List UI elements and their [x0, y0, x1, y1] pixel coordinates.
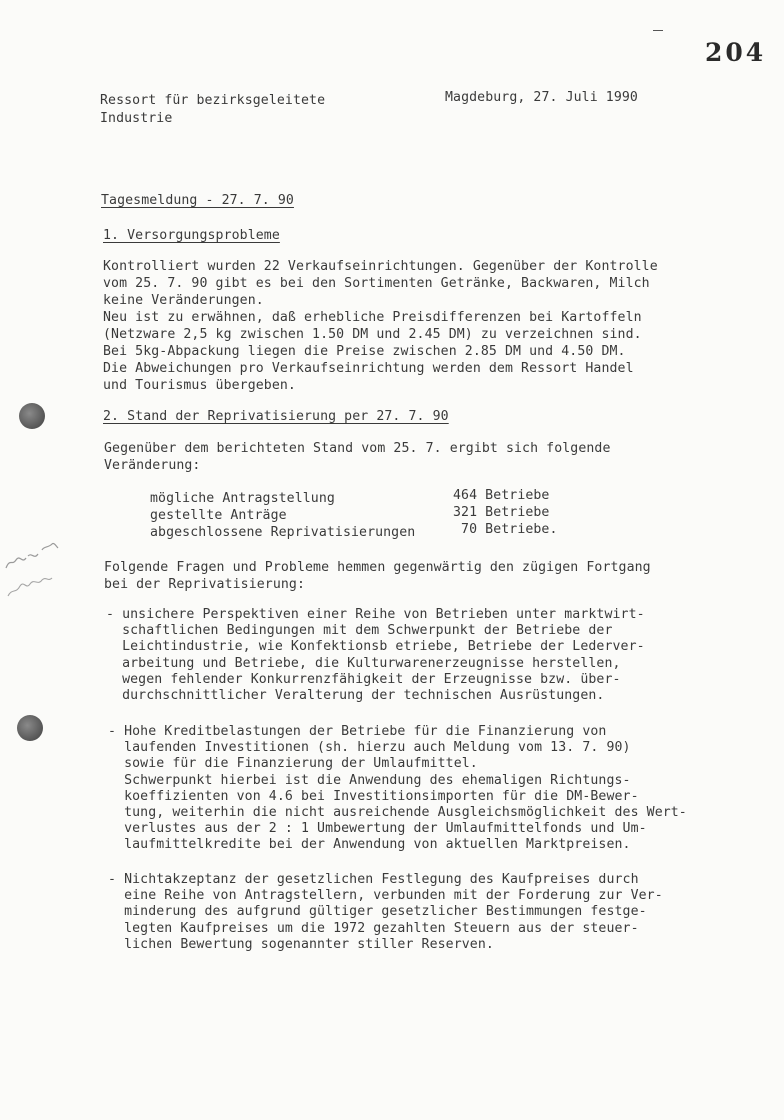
stat-label: gestellte Anträge [150, 508, 287, 523]
corner-mark [653, 30, 663, 31]
stat-value: 321 Betriebe [453, 505, 550, 520]
bullet-line: tung, weiterhin die nicht ausreichende Ausgleichsmöglichkeit des Wert- [108, 805, 687, 821]
bullet-line: durchschnittlicher Veralterung der technischen Ausrüstungen. [106, 688, 605, 704]
stat-label: abgeschlossene Reprivatisierungen [150, 525, 416, 540]
bullet-line: verlustes aus der 2 : 1 Umbewertung der Umlaufmittelfonds und Um- [108, 821, 647, 837]
section1-line: und Tourismus übergeben. [103, 378, 296, 393]
bullet-line: legten Kaufpreises um die 1972 gezahlten Steuern aus der steuer- [108, 920, 639, 936]
sender-line-1: Ressort für bezirksgeleitete [100, 93, 326, 108]
section1-line: (Netzware 2,5 kg zwischen 1.50 DM und 2.45 DM) zu verzeichnen sind. [103, 327, 642, 342]
punch-hole [17, 715, 43, 741]
bullet-line: minderung des aufgrund gültiger gesetzlicher Bestimmungen festge- [108, 904, 647, 920]
bullet-line: arbeitung und Betriebe, die Kulturwarenerzeugnisse herstellen, [106, 655, 621, 671]
stat-value: 464 Betriebe [453, 488, 550, 503]
problems-intro-line: Folgende Fragen und Probleme hemmen gegenwärtig den zügigen Fortgang [104, 560, 651, 575]
bullet-line: - Hohe Kreditbelastungen der Betriebe für die Finanzierung von [108, 724, 607, 739]
bullet-line: Leichtindustrie, wie Konfektionsb etriebe, Betriebe der Lederver- [106, 639, 645, 655]
problem-bullet-2 [108, 724, 687, 854]
bullet-line: lichen Bewertung sogenannter stiller Reserven. [108, 936, 494, 952]
section1-line: Bei 5kg-Abpackung liegen die Preise zwischen 2.85 DM und 4.50 DM. [103, 344, 626, 359]
stat-label: mögliche Antragstellung [150, 491, 335, 506]
bullet-line: - unsichere Perspektiven einer Reihe von Betrieben unter marktwirt- [106, 607, 645, 622]
section2-heading: 2. Stand der Reprivatisierung per 27. 7. 90 [103, 409, 449, 424]
problem-bullet-3 [108, 872, 663, 953]
section2-intro-line: Gegenüber dem berichteten Stand vom 25. 7. ergibt sich folgende [104, 441, 611, 456]
bullet-line: - Nichtakzeptanz der gesetzlichen Festlegung des Kaufpreises durch [108, 872, 639, 887]
problem-bullet-1 [106, 607, 645, 704]
bullet-line: koeffizienten von 4.6 bei Investitionsimporten für die DM-Bewer- [108, 788, 639, 804]
section1-line: Kontrolliert wurden 22 Verkaufseinrichtungen. Gegenüber der Kontrolle [103, 259, 658, 274]
bullet-line: Schwerpunkt hierbei ist die Anwendung des ehemaligen Richtungs- [108, 772, 631, 788]
section1-heading: 1. Versorgungsprobleme [103, 228, 280, 243]
sender-line-2: Industrie [100, 111, 173, 126]
place-date: Magdeburg, 27. Juli 1990 [445, 90, 638, 105]
page-number: 204 [705, 38, 767, 67]
section1-line: keine Veränderungen. [103, 293, 264, 308]
handwritten-margin-note [2, 538, 62, 608]
punch-hole [19, 403, 45, 429]
section2-intro-line: Veränderung: [104, 458, 201, 473]
section1-line: Die Abweichungen pro Verkaufseinrichtung werden dem Ressort Handel [103, 361, 634, 376]
bullet-line: sowie für die Finanzierung der Umlaufmittel. [108, 756, 478, 772]
bullet-line: schaftlichen Bedingungen mit dem Schwerpunkt der Betriebe der [106, 623, 613, 639]
subject-heading: Tagesmeldung - 27. 7. 90 [101, 193, 294, 208]
section1-line: vom 25. 7. 90 gibt es bei den Sortimenten Getränke, Backwaren, Milch [103, 276, 650, 291]
bullet-line: laufenden Investitionen (sh. hierzu auch Meldung vom 13. 7. 90) [108, 740, 631, 756]
bullet-line: wegen fehlender Konkurrenzfähigkeit der Erzeugnisse bzw. über- [106, 671, 621, 687]
bullet-line: laufmittelkredite bei der Anwendung von aktuellen Marktpreisen. [108, 837, 631, 853]
handwriting-scribble-icon [2, 538, 62, 608]
problems-intro-line: bei der Reprivatisierung: [104, 577, 305, 592]
section1-line: Neu ist zu erwähnen, daß erhebliche Preisdifferenzen bei Kartoffeln [103, 310, 642, 325]
bullet-line: eine Reihe von Antragstellern, verbunden mit der Forderung zur Ver- [108, 888, 663, 904]
stat-value: 70 Betriebe. [453, 522, 558, 537]
